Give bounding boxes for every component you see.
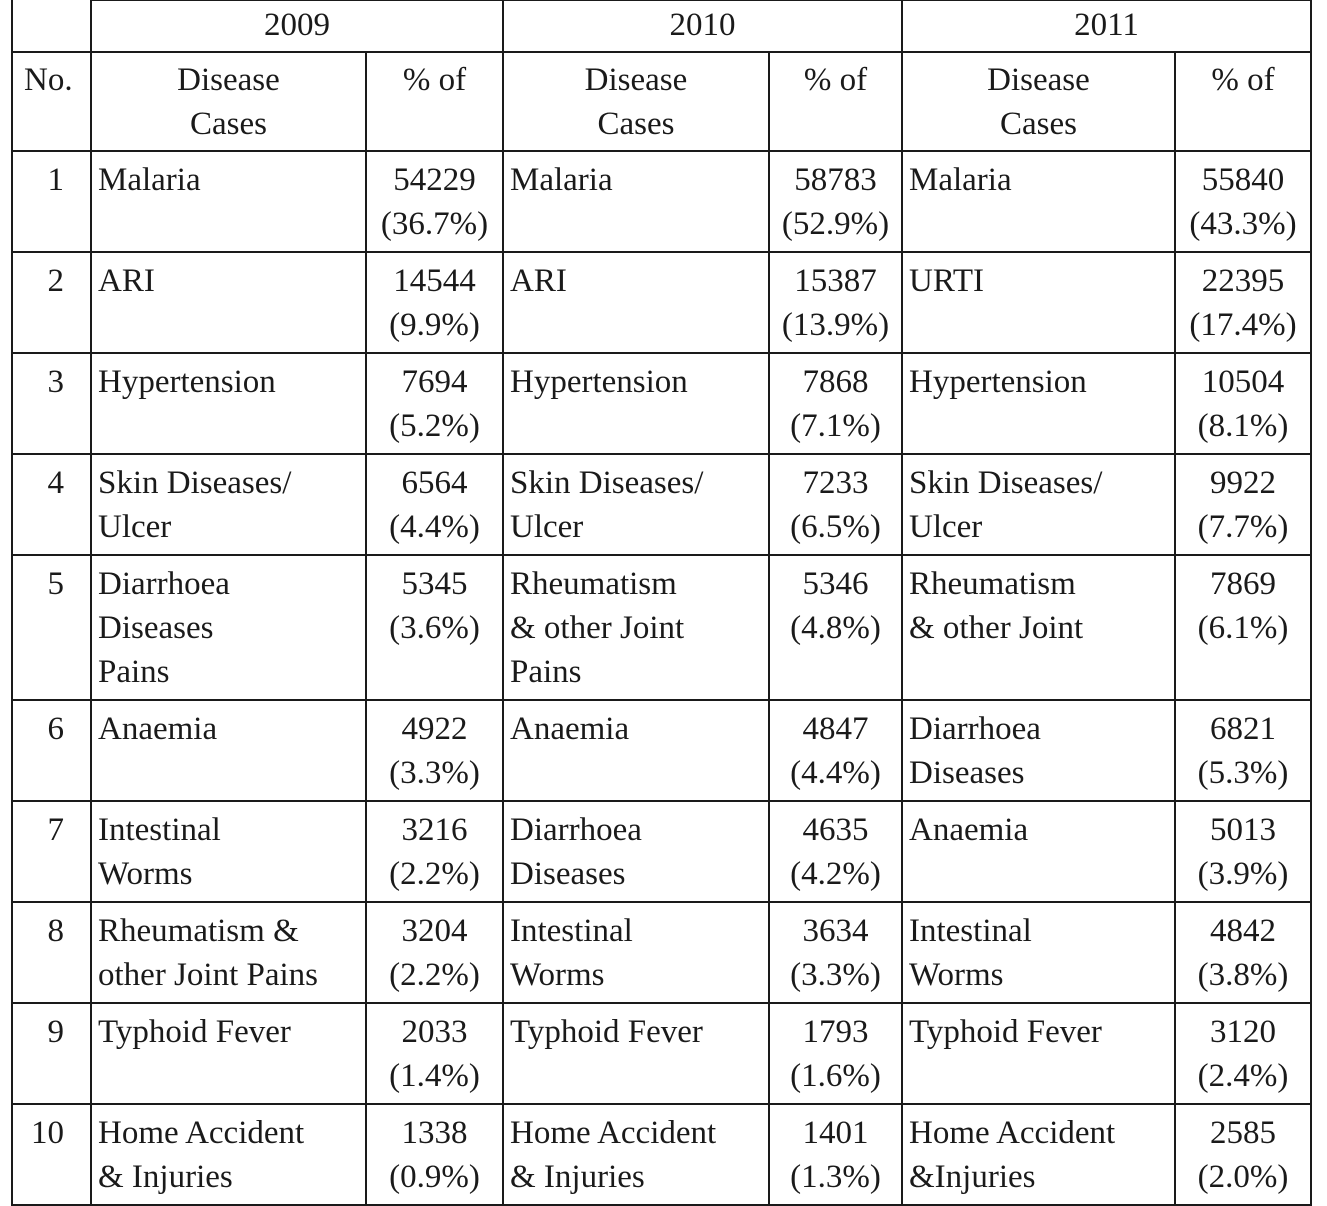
disease-name-line: Hypertension [98, 364, 276, 400]
case-percent: (13.9%) [781, 307, 890, 343]
disease-name-line: Malaria [98, 162, 201, 198]
year-header-2010: 2010 [503, 0, 902, 52]
disease-name-2011 [902, 902, 1175, 1003]
disease-name-2009 [91, 902, 366, 1003]
case-count-2009 [366, 252, 503, 353]
disease-name-line: Diarrhoea [98, 566, 230, 602]
case-count: 4922 [401, 711, 468, 747]
table-row [12, 353, 1311, 454]
case-percent: (4.4%) [790, 755, 881, 791]
row-number: 6 [12, 700, 91, 801]
disease-name-line: Diarrhoea [510, 812, 642, 848]
case-count: 22395 [1201, 263, 1285, 299]
disease-name-2010 [503, 1003, 769, 1104]
disease-name-line: Typhoid Fever [98, 1014, 291, 1050]
year-header-row [12, 0, 1311, 52]
disease-name-line: Pains [510, 654, 582, 690]
disease-name-line: Diseases [510, 856, 626, 892]
case-count: 2585 [1210, 1115, 1276, 1151]
disease-name-2010 [503, 151, 769, 252]
row-number: 7 [12, 801, 91, 902]
disease-name-line: ARI [98, 263, 155, 299]
case-percent: (3.9%) [1197, 856, 1289, 892]
disease-name-2011 [902, 1104, 1175, 1205]
case-count: 54229 [393, 162, 476, 198]
case-percent: (2.0%) [1197, 1159, 1289, 1195]
case-count-2009 [366, 1003, 503, 1104]
disease-name-line: Diseases [98, 610, 214, 646]
table-row [12, 801, 1311, 902]
case-count: 3204 [401, 913, 468, 949]
table-row [12, 252, 1311, 353]
case-percent: (5.2%) [389, 408, 480, 444]
disease-name-line: other Joint Pains [98, 957, 318, 993]
case-percent: (6.1%) [1197, 610, 1289, 646]
case-count: 5346 [802, 566, 869, 602]
disease-name-line: Rheumatism [909, 566, 1076, 602]
table-row [12, 902, 1311, 1003]
row-number: 9 [12, 1003, 91, 1104]
case-percent: (5.3%) [1197, 755, 1289, 791]
case-count: 4842 [1210, 913, 1276, 949]
case-count: 7869 [1210, 566, 1276, 602]
case-percent: (4.2%) [790, 856, 881, 892]
disease-header: Disease Cases [902, 52, 1175, 151]
disease-name-2010 [503, 454, 769, 555]
case-percent: (4.4%) [389, 509, 480, 545]
disease-name-line: & Injuries [98, 1159, 233, 1195]
column-header-row [12, 52, 1311, 151]
table-row [12, 555, 1311, 700]
disease-name-2010 [503, 252, 769, 353]
case-count: 4635 [802, 812, 869, 848]
case-count-2010 [769, 801, 902, 902]
case-percent: (1.4%) [389, 1058, 480, 1094]
case-count-2010 [769, 252, 902, 353]
case-count-2010 [769, 151, 902, 252]
disease-name-line: Rheumatism & [98, 913, 299, 949]
case-count-2011 [1175, 454, 1311, 555]
disease-name-line: Worms [98, 856, 193, 892]
disease-name-line: & Injuries [510, 1159, 645, 1195]
row-number: 1 [12, 151, 91, 252]
case-count-2011 [1175, 555, 1311, 700]
case-percent: (8.1%) [1197, 408, 1289, 444]
case-count-2011 [1175, 353, 1311, 454]
case-count-2011 [1175, 1104, 1311, 1205]
disease-name-line: ARI [510, 263, 567, 299]
case-count-2011 [1175, 902, 1311, 1003]
case-count-2010 [769, 1104, 902, 1205]
case-count: 58783 [794, 162, 877, 198]
disease-name-line: Ulcer [909, 509, 983, 545]
case-count: 6821 [1210, 711, 1276, 747]
disease-name-line: Skin Diseases/ [909, 465, 1103, 501]
case-percent: (7.7%) [1197, 509, 1289, 545]
disease-name-line: Anaemia [909, 812, 1029, 848]
table-row [12, 1104, 1311, 1205]
case-count: 4847 [802, 711, 869, 747]
disease-name-line: Malaria [909, 162, 1012, 198]
table-body [12, 151, 1311, 1205]
table-row [12, 700, 1311, 801]
case-count: 10504 [1201, 364, 1285, 400]
case-percent: (9.9%) [389, 307, 480, 343]
disease-name-line: Diarrhoea [909, 711, 1041, 747]
row-number: 2 [12, 252, 91, 353]
case-count: 9922 [1210, 465, 1276, 501]
table-row [12, 151, 1311, 252]
case-percent: (2.4%) [1197, 1058, 1289, 1094]
case-percent: (2.2%) [389, 957, 480, 993]
disease-name-line: Worms [909, 957, 1004, 993]
disease-name-2010 [503, 902, 769, 1003]
disease-name-line: Skin Diseases/ [510, 465, 704, 501]
case-percent: (7.1%) [790, 408, 881, 444]
disease-name-line: Typhoid Fever [909, 1014, 1102, 1050]
disease-name-2011 [902, 700, 1175, 801]
disease-name-line: Home Accident [909, 1115, 1116, 1151]
disease-name-line: & other Joint [510, 610, 685, 646]
disease-name-2011 [902, 353, 1175, 454]
disease-name-2011 [902, 252, 1175, 353]
disease-name-line: Rheumatism [510, 566, 677, 602]
case-count-2010 [769, 353, 902, 454]
case-count-2009 [366, 555, 503, 700]
row-number: 8 [12, 902, 91, 1003]
row-number: 10 [12, 1104, 91, 1205]
disease-header: Disease Cases [503, 52, 769, 151]
disease-name-line: Ulcer [510, 509, 584, 545]
case-percent: (52.9%) [781, 206, 890, 242]
case-percent: (17.4%) [1189, 307, 1297, 343]
case-count: 2033 [401, 1014, 468, 1050]
pct-header: % of [1175, 52, 1311, 151]
case-count-2010 [769, 555, 902, 700]
case-count-2009 [366, 353, 503, 454]
pct-header: % of [366, 52, 503, 151]
disease-name-2009 [91, 801, 366, 902]
disease-name-line: Hypertension [510, 364, 688, 400]
row-number: 5 [12, 555, 91, 700]
disease-name-line: Anaemia [510, 711, 630, 747]
disease-name-2009 [91, 151, 366, 252]
disease-name-line: Malaria [510, 162, 613, 198]
case-percent: (2.2%) [389, 856, 480, 892]
case-count: 3120 [1210, 1014, 1276, 1050]
case-count-2010 [769, 700, 902, 801]
no-header: No. [12, 52, 91, 151]
disease-name-line: URTI [909, 263, 985, 299]
disease-cases-table [11, 0, 1312, 1206]
row-number: 4 [12, 454, 91, 555]
case-count-2011 [1175, 151, 1311, 252]
case-percent: (6.5%) [790, 509, 881, 545]
case-count: 5013 [1210, 812, 1276, 848]
disease-name-2010 [503, 700, 769, 801]
row-number: 3 [12, 353, 91, 454]
case-count: 1401 [802, 1115, 869, 1151]
case-count-2009 [366, 801, 503, 902]
pct-header: % of [769, 52, 902, 151]
disease-header: Disease Cases [91, 52, 366, 151]
case-count: 5345 [401, 566, 468, 602]
disease-name-2009 [91, 1104, 366, 1205]
case-count-2009 [366, 454, 503, 555]
case-percent: (4.8%) [790, 610, 881, 646]
case-count: 7233 [802, 465, 869, 501]
disease-name-line: Typhoid Fever [510, 1014, 703, 1050]
disease-name-2009 [91, 1003, 366, 1104]
disease-name-2010 [503, 1104, 769, 1205]
disease-name-2009 [91, 252, 366, 353]
case-count-2010 [769, 454, 902, 555]
disease-name-line: Anaemia [98, 711, 218, 747]
disease-name-2011 [902, 151, 1175, 252]
case-count-2011 [1175, 700, 1311, 801]
disease-name-2011 [902, 555, 1175, 700]
disease-name-2009 [91, 700, 366, 801]
table-row [12, 1003, 1311, 1104]
case-count: 1338 [401, 1115, 468, 1151]
disease-name-2010 [503, 353, 769, 454]
case-count: 3216 [401, 812, 468, 848]
case-count: 3634 [802, 913, 869, 949]
case-count-2011 [1175, 252, 1311, 353]
disease-name-line: Worms [510, 957, 605, 993]
disease-name-line: Pains [98, 654, 170, 690]
disease-name-line: Intestinal [510, 913, 633, 949]
disease-name-line: Skin Diseases/ [98, 465, 292, 501]
case-count-2010 [769, 1003, 902, 1104]
disease-name-line: &Injuries [909, 1159, 1036, 1195]
disease-name-line: Hypertension [909, 364, 1087, 400]
case-count: 14544 [393, 263, 476, 299]
case-count-2011 [1175, 1003, 1311, 1104]
case-count: 7868 [802, 364, 869, 400]
case-count: 15387 [794, 263, 877, 299]
case-count-2011 [1175, 801, 1311, 902]
disease-name-2011 [902, 1003, 1175, 1104]
case-percent: (1.3%) [790, 1159, 881, 1195]
disease-name-line: Home Accident [510, 1115, 717, 1151]
case-count: 6564 [401, 465, 468, 501]
case-count: 55840 [1201, 162, 1285, 198]
disease-name-2010 [503, 555, 769, 700]
year-header-2009: 2009 [91, 0, 503, 52]
case-percent: (0.9%) [389, 1159, 480, 1195]
disease-name-2009 [91, 454, 366, 555]
disease-name-line: Intestinal [98, 812, 221, 848]
case-percent: (3.3%) [790, 957, 881, 993]
case-percent: (36.7%) [380, 206, 489, 242]
case-count: 1793 [802, 1014, 869, 1050]
case-percent: (43.3%) [1189, 206, 1297, 242]
case-count-2009 [366, 151, 503, 252]
case-count: 7694 [401, 364, 468, 400]
table-row [12, 454, 1311, 555]
disease-name-2011 [902, 801, 1175, 902]
disease-name-2010 [503, 801, 769, 902]
case-count-2010 [769, 902, 902, 1003]
case-percent: (3.3%) [389, 755, 480, 791]
case-percent: (3.6%) [389, 610, 480, 646]
case-count-2009 [366, 700, 503, 801]
disease-name-line: Intestinal [909, 913, 1032, 949]
case-percent: (1.6%) [790, 1058, 881, 1094]
disease-name-line: Ulcer [98, 509, 172, 545]
disease-name-2009 [91, 555, 366, 700]
disease-name-line: Home Accident [98, 1115, 305, 1151]
disease-name-2011 [902, 454, 1175, 555]
no-column-blank [12, 0, 91, 52]
case-count-2009 [366, 902, 503, 1003]
case-count-2009 [366, 1104, 503, 1205]
disease-name-line: & other Joint [909, 610, 1084, 646]
disease-name-line: Diseases [909, 755, 1025, 791]
disease-name-2009 [91, 353, 366, 454]
case-percent: (3.8%) [1197, 957, 1289, 993]
year-header-2011: 2011 [902, 0, 1311, 52]
